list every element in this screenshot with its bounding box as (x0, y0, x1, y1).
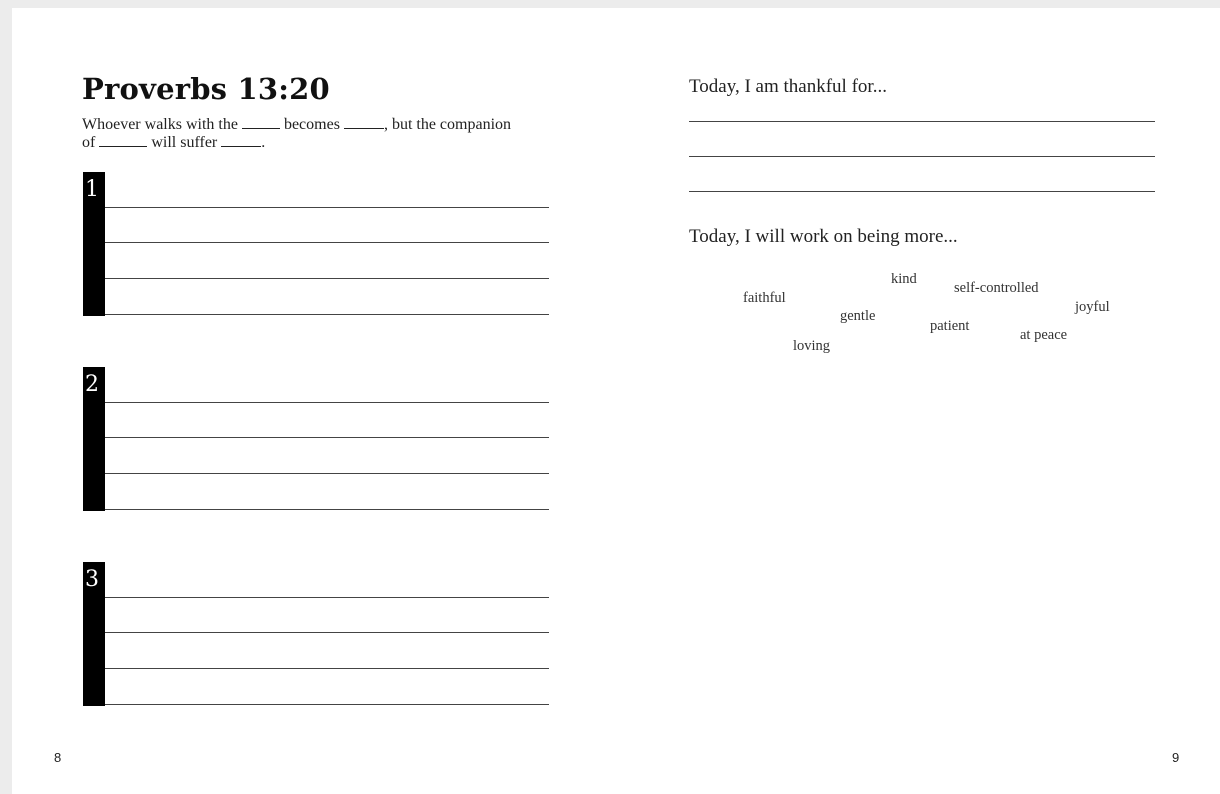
verse-text: becomes (283, 116, 340, 133)
writing-line[interactable] (105, 632, 549, 633)
page-number-right: 9 (1172, 750, 1180, 765)
writing-line[interactable] (105, 597, 549, 598)
verse-text: Whoever walks with the (82, 116, 238, 133)
page-title: Proverbs 13:20 (82, 72, 330, 106)
block-number: 1 (85, 177, 99, 202)
block-number: 3 (85, 567, 99, 592)
word-kind: kind (891, 271, 917, 287)
writing-line[interactable] (105, 509, 549, 510)
writing-line[interactable] (105, 704, 549, 705)
verse-text: will suffer (151, 134, 218, 151)
work-heading: Today, I will work on being more... (689, 226, 958, 247)
page-spread (12, 8, 1220, 794)
writing-line[interactable] (105, 473, 549, 474)
word-gentle: gentle (840, 308, 876, 324)
writing-block-1 (83, 172, 549, 316)
thankful-line[interactable] (689, 121, 1155, 122)
thankful-line[interactable] (689, 156, 1155, 157)
verse-text: of (82, 134, 96, 151)
verse-fill-in (82, 116, 562, 152)
word-self-controlled: self-controlled (954, 280, 1039, 296)
thankful-heading: Today, I am thankful for... (689, 76, 887, 97)
writing-line[interactable] (105, 278, 549, 279)
word-patient: patient (930, 318, 970, 334)
page-number-left: 8 (54, 750, 62, 765)
writing-line[interactable] (105, 207, 549, 208)
writing-line[interactable] (105, 668, 549, 669)
word-loving: loving (793, 338, 831, 354)
word-at-peace: at peace (1020, 327, 1068, 343)
writing-block-2 (83, 367, 549, 511)
writing-line[interactable] (105, 314, 549, 315)
word-faithful: faithful (743, 290, 786, 306)
verse-blank-4[interactable] (221, 134, 261, 147)
thankful-line[interactable] (689, 191, 1155, 192)
verse-blank-3[interactable] (99, 134, 147, 147)
block-number: 2 (85, 372, 99, 397)
writing-line[interactable] (105, 242, 549, 243)
writing-line[interactable] (105, 402, 549, 403)
verse-blank-2[interactable] (344, 116, 384, 129)
writing-line[interactable] (105, 437, 549, 438)
word-joyful: joyful (1075, 299, 1110, 315)
writing-block-3 (83, 562, 549, 706)
verse-text: , but the companion (383, 116, 512, 133)
verse-blank-1[interactable] (242, 116, 280, 129)
verse-text: . (261, 134, 266, 151)
